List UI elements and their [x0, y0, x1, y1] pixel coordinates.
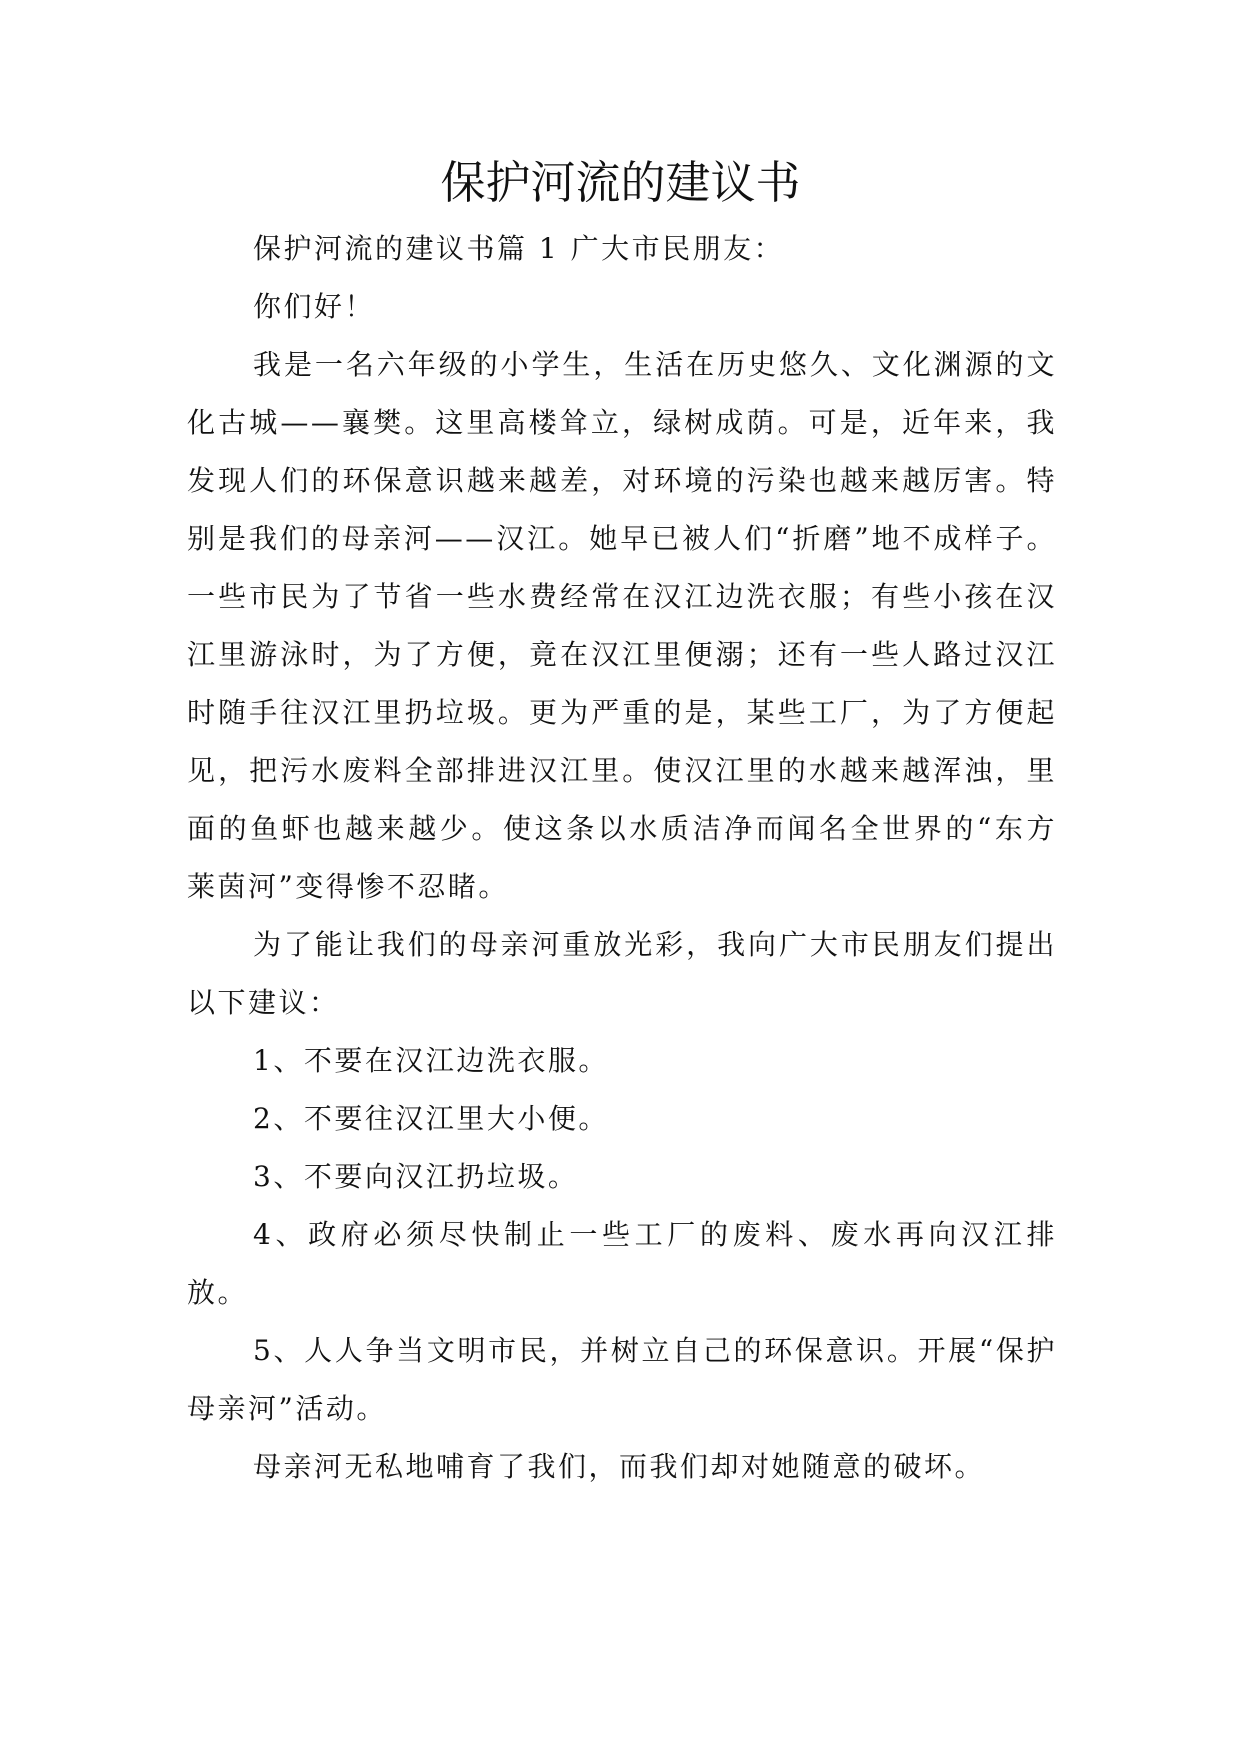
paragraph-proposal-intro: 为了能让我们的母亲河重放光彩，我向广大市民朋友们提出以下建议： [187, 928, 1057, 1019]
paragraph-salutation: 保护河流的建议书篇 1 广大市民朋友： [253, 232, 785, 265]
suggestion-item-3: 3、不要向汉江扔垃圾。 [253, 1160, 579, 1193]
paragraph-closing: 母亲河无私地哺育了我们，而我们却对她随意的破坏。 [253, 1450, 986, 1483]
paragraph-situation: 我是一名六年级的小学生，生活在历史悠久、文化渊源的文化古城——襄樊。这里高楼耸立，绿树成荫。可是，近年来，我发现人们的环保意识越来越差，对环境的污染也越来越厉害。特别是我们的母亲河——汉江。她早已被人们“折磨”地不成样子。一些市民为了节省一些水费经常在汉江边洗衣服；有些小孩在汉江里游泳时，为了方便，竟在汉江里便溺；还有一些人路过汉江时随手往汉江里扔垃圾。更为严重的是，某些工厂，为了方便起见，把污水废料全部排进汉江里。使汉江里的水越来越浑浊，里面的鱼虾也越来越少。使这条以水质洁净而闻名全世界的“东方莱茵河”变得惨不忍睹。 [187, 348, 1057, 903]
document-title: 保护河流的建议书 [440, 156, 801, 209]
suggestion-item-1: 1、不要在汉江边洗衣服。 [253, 1044, 609, 1077]
document-body [187, 220, 1057, 1496]
suggestion-item-4: 4、政府必须尽快制止一些工厂的废料、废水再向汉江排放。 [187, 1218, 1057, 1309]
suggestion-item-2: 2、不要往汉江里大小便。 [253, 1102, 609, 1135]
suggestion-item-5: 5、人人争当文明市民，并树立自己的环保意识。开展“保护母亲河”活动。 [187, 1334, 1057, 1425]
paragraph-greeting: 你们好！ [253, 290, 376, 323]
